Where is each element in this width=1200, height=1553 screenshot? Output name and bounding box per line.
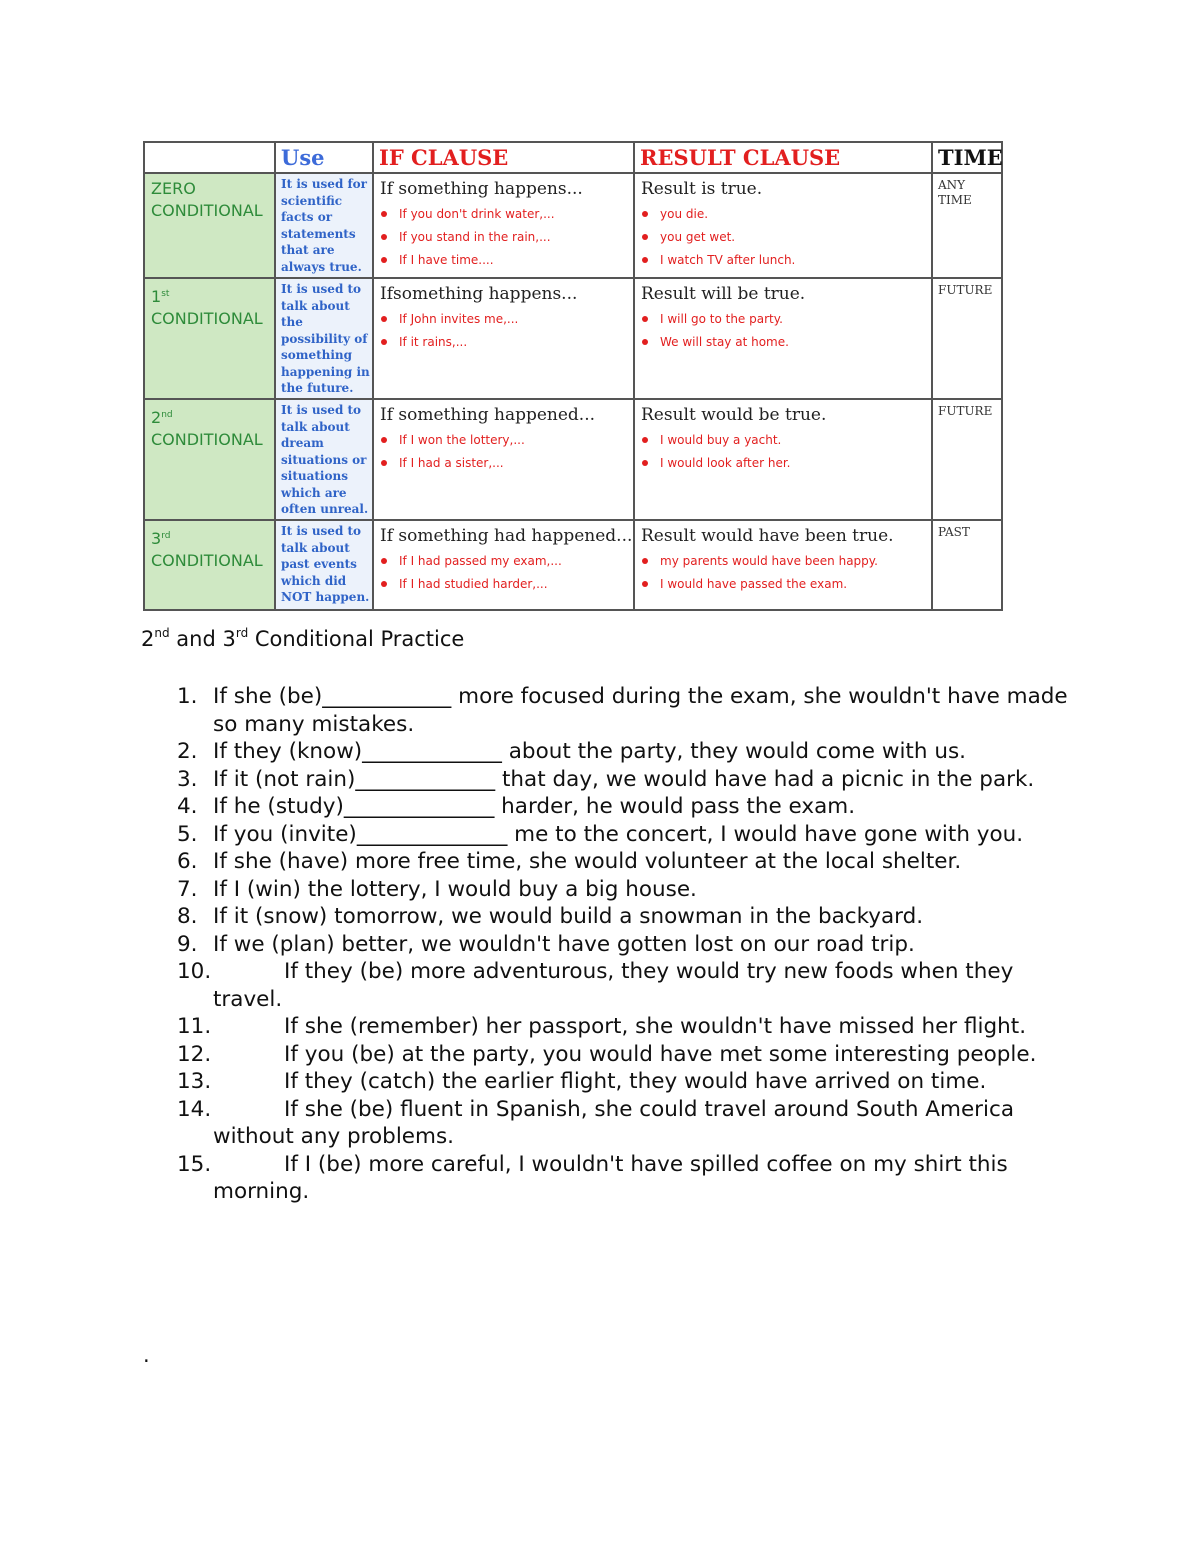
conditional-label: CONDITIONAL xyxy=(151,430,263,449)
result-clause-main: Result is true. xyxy=(641,179,763,199)
table-header-row xyxy=(144,142,1002,173)
table-row xyxy=(144,173,1002,278)
header-result-clause: RESULT CLAUSE xyxy=(634,142,932,173)
result-clause-main: Result will be true. xyxy=(641,284,806,304)
result-clause-cell xyxy=(634,520,932,610)
use-description: It is used to talk about the possibility of something happening in the future. xyxy=(275,278,373,399)
list-item: 4. If he (study)______________ harder, he would pass the exam. xyxy=(177,794,856,819)
header-blank xyxy=(144,142,275,173)
if-clause-main: If something happens... xyxy=(380,179,583,199)
list-item: 14. If she (be) fluent in Spanish, she could travel around South America without any problems. xyxy=(177,1096,1014,1149)
conditionals-table xyxy=(143,141,1003,611)
result-clause-cell xyxy=(634,278,932,399)
example-item: If it rains,... xyxy=(380,331,633,354)
use-description: It is used for scientific facts or statements that are always true. xyxy=(275,173,373,278)
example-item: We will stay at home. xyxy=(641,331,931,354)
header-if-clause: IF CLAUSE xyxy=(373,142,634,173)
example-item: I would look after her. xyxy=(641,452,931,475)
time-cell: ANY TIME xyxy=(932,173,1002,278)
if-clause-cell xyxy=(373,278,634,399)
list-item: 7. If I (win) the lottery, I would buy a big house. xyxy=(177,876,697,902)
trailing-period: . xyxy=(143,1343,150,1367)
if-clause-cell xyxy=(373,520,634,610)
list-item: 5. If you (invite)______________ me to the concert, I would have gone with you. xyxy=(177,821,1024,847)
list-item: 13. If they (catch) the earlier flight, they would have arrived on time. xyxy=(177,1069,987,1094)
use-description: It is used to talk about past events which did NOT happen. xyxy=(275,520,373,610)
list-item: 12. If you (be) at the party, you would have met some interesting people. xyxy=(177,1041,1037,1067)
list-item: 10. If they (be) more adventurous, they would try new foods when they travel. xyxy=(177,959,1014,1012)
practice-list xyxy=(141,683,1081,1206)
if-clause-main: Ifsomething happens... xyxy=(380,284,578,304)
example-item: If I had passed my exam,... xyxy=(380,550,633,573)
list-item: 9. If we (plan) better, we wouldn't have gotten lost on our road trip. xyxy=(177,931,915,957)
header-time: TIME xyxy=(932,142,1002,173)
example-item: If I had a sister,... xyxy=(380,452,633,475)
result-clause-main: Result would have been true. xyxy=(641,526,894,546)
example-item: If John invites me,... xyxy=(380,308,633,331)
example-item: If I had studied harder,... xyxy=(380,573,633,596)
example-item: my parents would have been happy. xyxy=(641,550,931,573)
if-clause-main: If something had happened... xyxy=(380,526,633,546)
table-row xyxy=(144,278,1002,399)
example-item: you get wet. xyxy=(641,226,931,249)
list-item: 15. If I (be) more careful, I wouldn't have spilled coffee on my shirt this morning. xyxy=(177,1151,1008,1204)
header-use: Use xyxy=(275,142,373,173)
list-item: 1. If she (be)____________ more focused during the exam, she wouldn't have made so many mistakes. xyxy=(177,684,1068,737)
example-item: If I have time.... xyxy=(380,249,633,272)
example-item: I would have passed the exam. xyxy=(641,573,931,596)
result-clause-cell xyxy=(634,399,932,520)
if-clause-cell xyxy=(373,173,634,278)
list-item: 8. If it (snow) tomorrow, we would build a snowman in the backyard. xyxy=(177,904,924,929)
conditional-type: 3rd CONDITIONAL xyxy=(144,520,275,610)
if-clause-cell xyxy=(373,399,634,520)
conditional-type xyxy=(144,173,275,278)
conditional-type: 1st CONDITIONAL xyxy=(144,278,275,399)
conditional-label: CONDITIONAL xyxy=(151,551,263,570)
practice-title: 2nd and 3rd Conditional Practice xyxy=(141,626,465,651)
use-description: It is used to talk about dream situations or situations which are often unreal. xyxy=(275,399,373,520)
example-item: If you stand in the rain,... xyxy=(380,226,633,249)
example-item: I will go to the party. xyxy=(641,308,931,331)
conditional-word: ZERO xyxy=(151,179,196,198)
example-item: I watch TV after lunch. xyxy=(641,249,931,272)
if-clause-main: If something happened... xyxy=(380,405,596,425)
table-row xyxy=(144,399,1002,520)
list-item: 2. If they (know)_____________ about the party, they would come with us. xyxy=(177,739,966,764)
example-item: I would buy a yacht. xyxy=(641,429,931,452)
example-item: you die. xyxy=(641,203,931,226)
list-item: 11. If she (remember) her passport, she wouldn't have missed her flight. xyxy=(177,1014,1027,1039)
time-cell: FUTURE xyxy=(932,399,1002,520)
table-row xyxy=(144,520,1002,610)
conditional-label: CONDITIONAL xyxy=(151,201,263,220)
conditional-type: 2nd CONDITIONAL xyxy=(144,399,275,520)
example-item: If you don't drink water,... xyxy=(380,203,633,226)
time-cell: PAST xyxy=(932,520,1002,610)
time-cell: FUTURE xyxy=(932,278,1002,399)
result-clause-main: Result would be true. xyxy=(641,405,827,425)
result-clause-cell xyxy=(634,173,932,278)
example-item: If I won the lottery,... xyxy=(380,429,633,452)
list-item: 6. If she (have) more free time, she would volunteer at the local shelter. xyxy=(177,849,962,874)
list-item: 3. If it (not rain)_____________ that day, we would have had a picnic in the park. xyxy=(177,766,1035,792)
conditional-label: CONDITIONAL xyxy=(151,309,263,328)
